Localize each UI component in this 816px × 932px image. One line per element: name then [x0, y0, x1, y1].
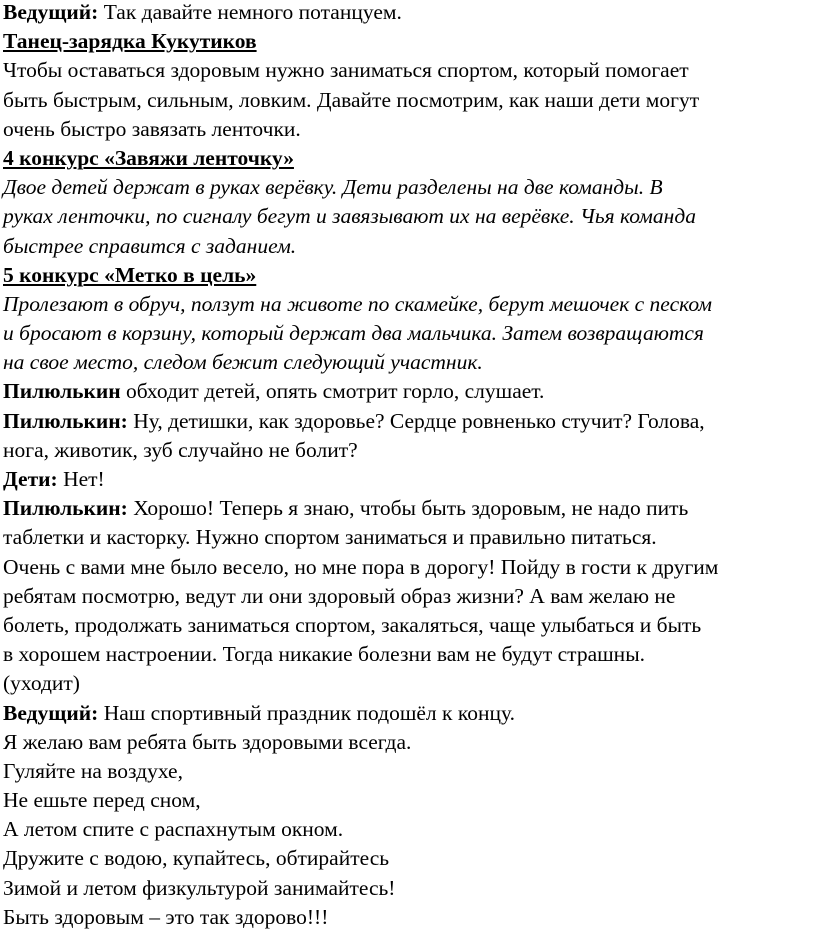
dance-text-line: быть быстрым, сильным, ловким. Давайте посмотрим, как наши дети могут	[3, 87, 700, 112]
dialog-text-line: нога, животик, зуб случайно не болит?	[3, 437, 358, 462]
contest5-heading: 5 конкурс «Метко в цель»	[3, 262, 257, 287]
intro-text: Так давайте немного потанцуем.	[98, 0, 402, 24]
poem-line: Дружите с водою, купайтесь, обтирайтесь	[3, 846, 390, 871]
contest4-text-line: руках ленточки, по сигналу бегут и завязывают их на верёвке. Чья команда	[3, 204, 696, 229]
poem-line: А летом спите с распахнутым окном.	[3, 817, 344, 842]
contest4-text-line: Двое детей держат в руках верёвку. Дети разделены на две команды. В	[3, 175, 663, 200]
speaker-name: Дети:	[3, 467, 58, 491]
dialog-text: Хорошо! Теперь я знаю, чтобы быть здоровым, не надо пить	[127, 496, 689, 521]
poem-line: Быть здоровым – это так здорово!!!	[3, 904, 329, 929]
dialog-text-line: Очень с вами мне было весело, но мне пора в дорогу! Пойду в гости к другим	[3, 554, 719, 579]
intro-line	[3, 0, 816, 27]
dialog-text-line: ребятам посмотрю, ведут ли они здоровый образ жизни? А вам желаю не	[3, 583, 676, 608]
contest4-heading: 4 конкурс «Завяжи ленточку»	[3, 145, 294, 170]
dialog-text-line: таблетки и касторку. Нужно спортом заниматься и правильно питаться.	[3, 525, 657, 550]
poem-line: Гуляйте на воздухе,	[3, 758, 183, 783]
poem-line: Зимой и летом физкультурой занимайтесь!	[3, 875, 396, 900]
speaker-name: Ведущий:	[3, 700, 99, 725]
dance-text-line: Чтобы оставаться здоровым нужно заниматься спортом, который помогает	[3, 58, 689, 83]
final-text: Наш спортивный праздник подошёл к концу.	[98, 700, 515, 725]
dialog-text: обходит детей, опять смотрит горло, слушает.	[120, 379, 545, 404]
dialog-text: Ну, детишки, как здоровье? Сердце ровненько стучит? Голова,	[127, 408, 705, 433]
poem-line: Я желаю вам ребята быть здоровыми всегда.	[3, 729, 412, 754]
speaker-name: Пилюлькин:	[3, 408, 128, 433]
dialog-line	[3, 465, 816, 494]
speaker-name: Пилюлькин	[3, 379, 121, 404]
contest5-text-line: на свое место, следом бежит следующий участник.	[3, 350, 483, 375]
dialog-text-line: (уходит)	[3, 671, 80, 696]
dance-text-line: очень быстро завязать ленточки.	[3, 116, 301, 141]
contest5-text-line: Пролезают в обруч, ползут на животе по скамейке, берут мешочек с песком	[3, 291, 712, 316]
dialog-line	[3, 494, 816, 523]
contest4-text-line: быстрее справится с заданием.	[3, 233, 297, 258]
contest5-text-line: и бросают в корзину, который держат два мальчика. Затем возвращаются	[3, 321, 704, 346]
dialog-line	[3, 407, 816, 436]
dialog-text-line: в хорошем настроении. Тогда никакие болезни вам не будут страшны.	[3, 642, 646, 667]
dialog-line	[3, 377, 816, 406]
final-line	[3, 699, 816, 728]
dialog-text-line: болеть, продолжать заниматься спортом, закаляться, чаще улыбаться и быть	[3, 612, 702, 637]
dance-heading: Танец-зарядка Кукутиков	[3, 29, 257, 54]
speaker-name: Пилюлькин:	[3, 496, 128, 521]
dialog-text: Нет!	[57, 467, 105, 491]
speaker-name: Ведущий:	[3, 0, 99, 24]
poem-line: Не ешьте перед сном,	[3, 788, 201, 813]
